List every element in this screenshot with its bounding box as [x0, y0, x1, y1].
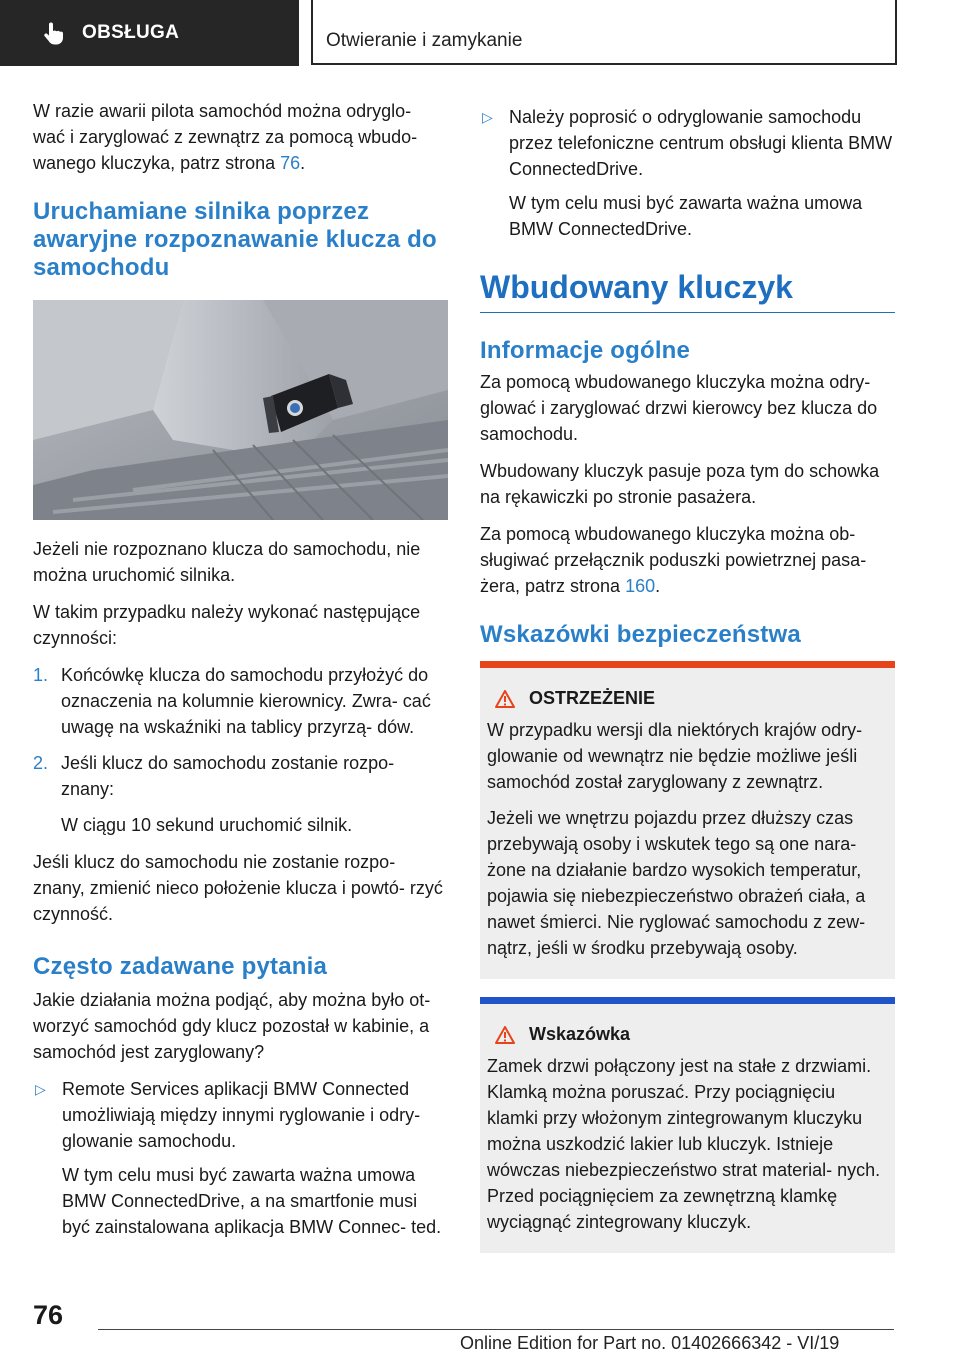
faq-question: Jakie działania można podjąć, aby można było ot- worzyć samochód gdy klucz pozostał w kabinie, a samochód jest zaryglowany?: [33, 990, 431, 1062]
intro-paragraph: W razie awarii pilota samochód można odryglo- wać i zaryglować z zewnątrz za pomocą wbudo- wanego kluczyka, patrz strona 76.: [33, 101, 418, 173]
general-paragraph-2: Wbudowany kluczyk pasuje poza tym do schowka na rękawiczki po stronie pasażera.: [480, 461, 880, 507]
safety-heading: Wskazówki bezpieczeństwa: [480, 621, 801, 648]
integrated-key-title: Wbudowany kluczyk: [480, 268, 895, 313]
warning-title: OSTRZEŻENIE: [529, 688, 656, 708]
not-recognized-paragraph: Jeżeli nie rozpoznano klucza do samochodu, nie można uruchomić silnika.: [33, 539, 421, 585]
general-paragraph-3: Za pomocą wbudowanego kluczyka można ob- sługiwać przełącznik poduszki powietrznej pasa- żera, patrz strona 160.: [480, 524, 867, 596]
left-column: [33, 98, 448, 1248]
list-item: ▷ Remote Services aplikacji BMW Connected umożliwiają między innymi ryglowanie i odry- glowanie samochodu. W tym celu musi być zawarta ważna umowa BMW ConnectedDrive, a na smartfonie musi być zainstalowana aplikacja BMW Connec- ted.: [33, 1076, 448, 1240]
page-number: 76: [33, 1300, 64, 1330]
list-item: 1. Końcówkę klucza do samochodu przyłożyć do oznaczenia na kolumnie kierownicy. Zwra- cać uwagę na wskaźniki na tablicy przyrzą- dów.: [33, 665, 431, 737]
steps-list: [33, 662, 448, 802]
right-column: [480, 104, 895, 1253]
triangle-bullet-icon: ▷: [482, 109, 493, 125]
section-label: OBSŁUGA: [82, 22, 180, 43]
list-item: 2. Jeśli klucz do samochodu zostanie rozpo- znany:: [33, 753, 395, 799]
hand-touch-icon: [40, 20, 66, 46]
steering-column-key-photo: [33, 300, 448, 520]
emergency-start-heading: Uruchamiane silnika poprzez awaryjne rozpoznawanie klucza do samochodu: [33, 198, 437, 281]
chapter-header: [311, 0, 897, 65]
page-link-76[interactable]: 76: [280, 153, 301, 173]
note-paragraph: Zamek drzwi połączony jest na stałe z drzwiami. Klamką można poruszać. Przy pociągnięciu klamki przy włożonym zintegrowanym kluczyku można uszkodzić lakier lub kluczyk. Istnieje wówczas niebezpieczeństwo strat material- nych. Przed pociągnięciem za zewnętrzną klamkę wyciągnąć zintegrowany kluczyk.: [487, 1056, 881, 1232]
warning-triangle-icon: [495, 690, 515, 708]
note-box: [480, 997, 895, 1253]
general-info-heading: Informacje ogólne: [480, 337, 691, 364]
faq-list: [33, 1076, 448, 1240]
note-title: Wskazówka: [529, 1024, 631, 1044]
list-item: ▷ Należy poprosić o odryglowanie samochodu przez telefoniczne centrum obsługi klienta BMW ConnectedDrive. W tym celu musi być zawarta ważna umowa BMW ConnectedDrive.: [480, 104, 895, 242]
steps-intro-paragraph: W takim przypadku należy wykonać następujące czynności:: [33, 602, 421, 648]
note-triangle-icon: [495, 1026, 515, 1044]
section-tab: [0, 0, 299, 66]
edition-text: Online Edition for Part no. 01402666342 - VI/19: [460, 1333, 840, 1353]
chapter-title: Otwieranie i zamykanie: [326, 30, 523, 51]
warning-paragraph-2: Jeżeli we wnętrzu pojazdu przez dłuższy czas przebywają osoby i wskutek tego są one nara- żone na działanie bardzo wysokich temperatur, pojawia się niebezpieczeństwo obrażeń ciała, a nawet śmierci. Nie ryglować samochodu z zew- nątrz, jeśli w środku przebywają osoby.: [487, 808, 866, 958]
step-sub-paragraph: W ciągu 10 sekund uruchomić silnik.: [61, 815, 353, 835]
triangle-bullet-icon: ▷: [35, 1081, 46, 1097]
footer-divider: [98, 1329, 894, 1330]
page-link-160[interactable]: 160: [625, 576, 656, 596]
general-paragraph-1: Za pomocą wbudowanego kluczyka można odry- glować i zaryglować drzwi kierowcy bez klucza do samochodu.: [480, 372, 878, 444]
faq-list-continued: [480, 104, 895, 242]
warning-paragraph-1: W przypadku wersji dla niektórych krajów odry- glowanie od wewnątrz nie będzie możliwe jeśli samochód został zaryglowany z zewnątrz.: [487, 720, 863, 792]
faq-heading: Często zadawane pytania: [33, 953, 328, 980]
retry-paragraph: Jeśli klucz do samochodu nie zostanie rozpo- znany, zmienić nieco położenie klucza i powtó- rzyć czynność.: [33, 852, 443, 924]
warning-box: [480, 661, 895, 979]
